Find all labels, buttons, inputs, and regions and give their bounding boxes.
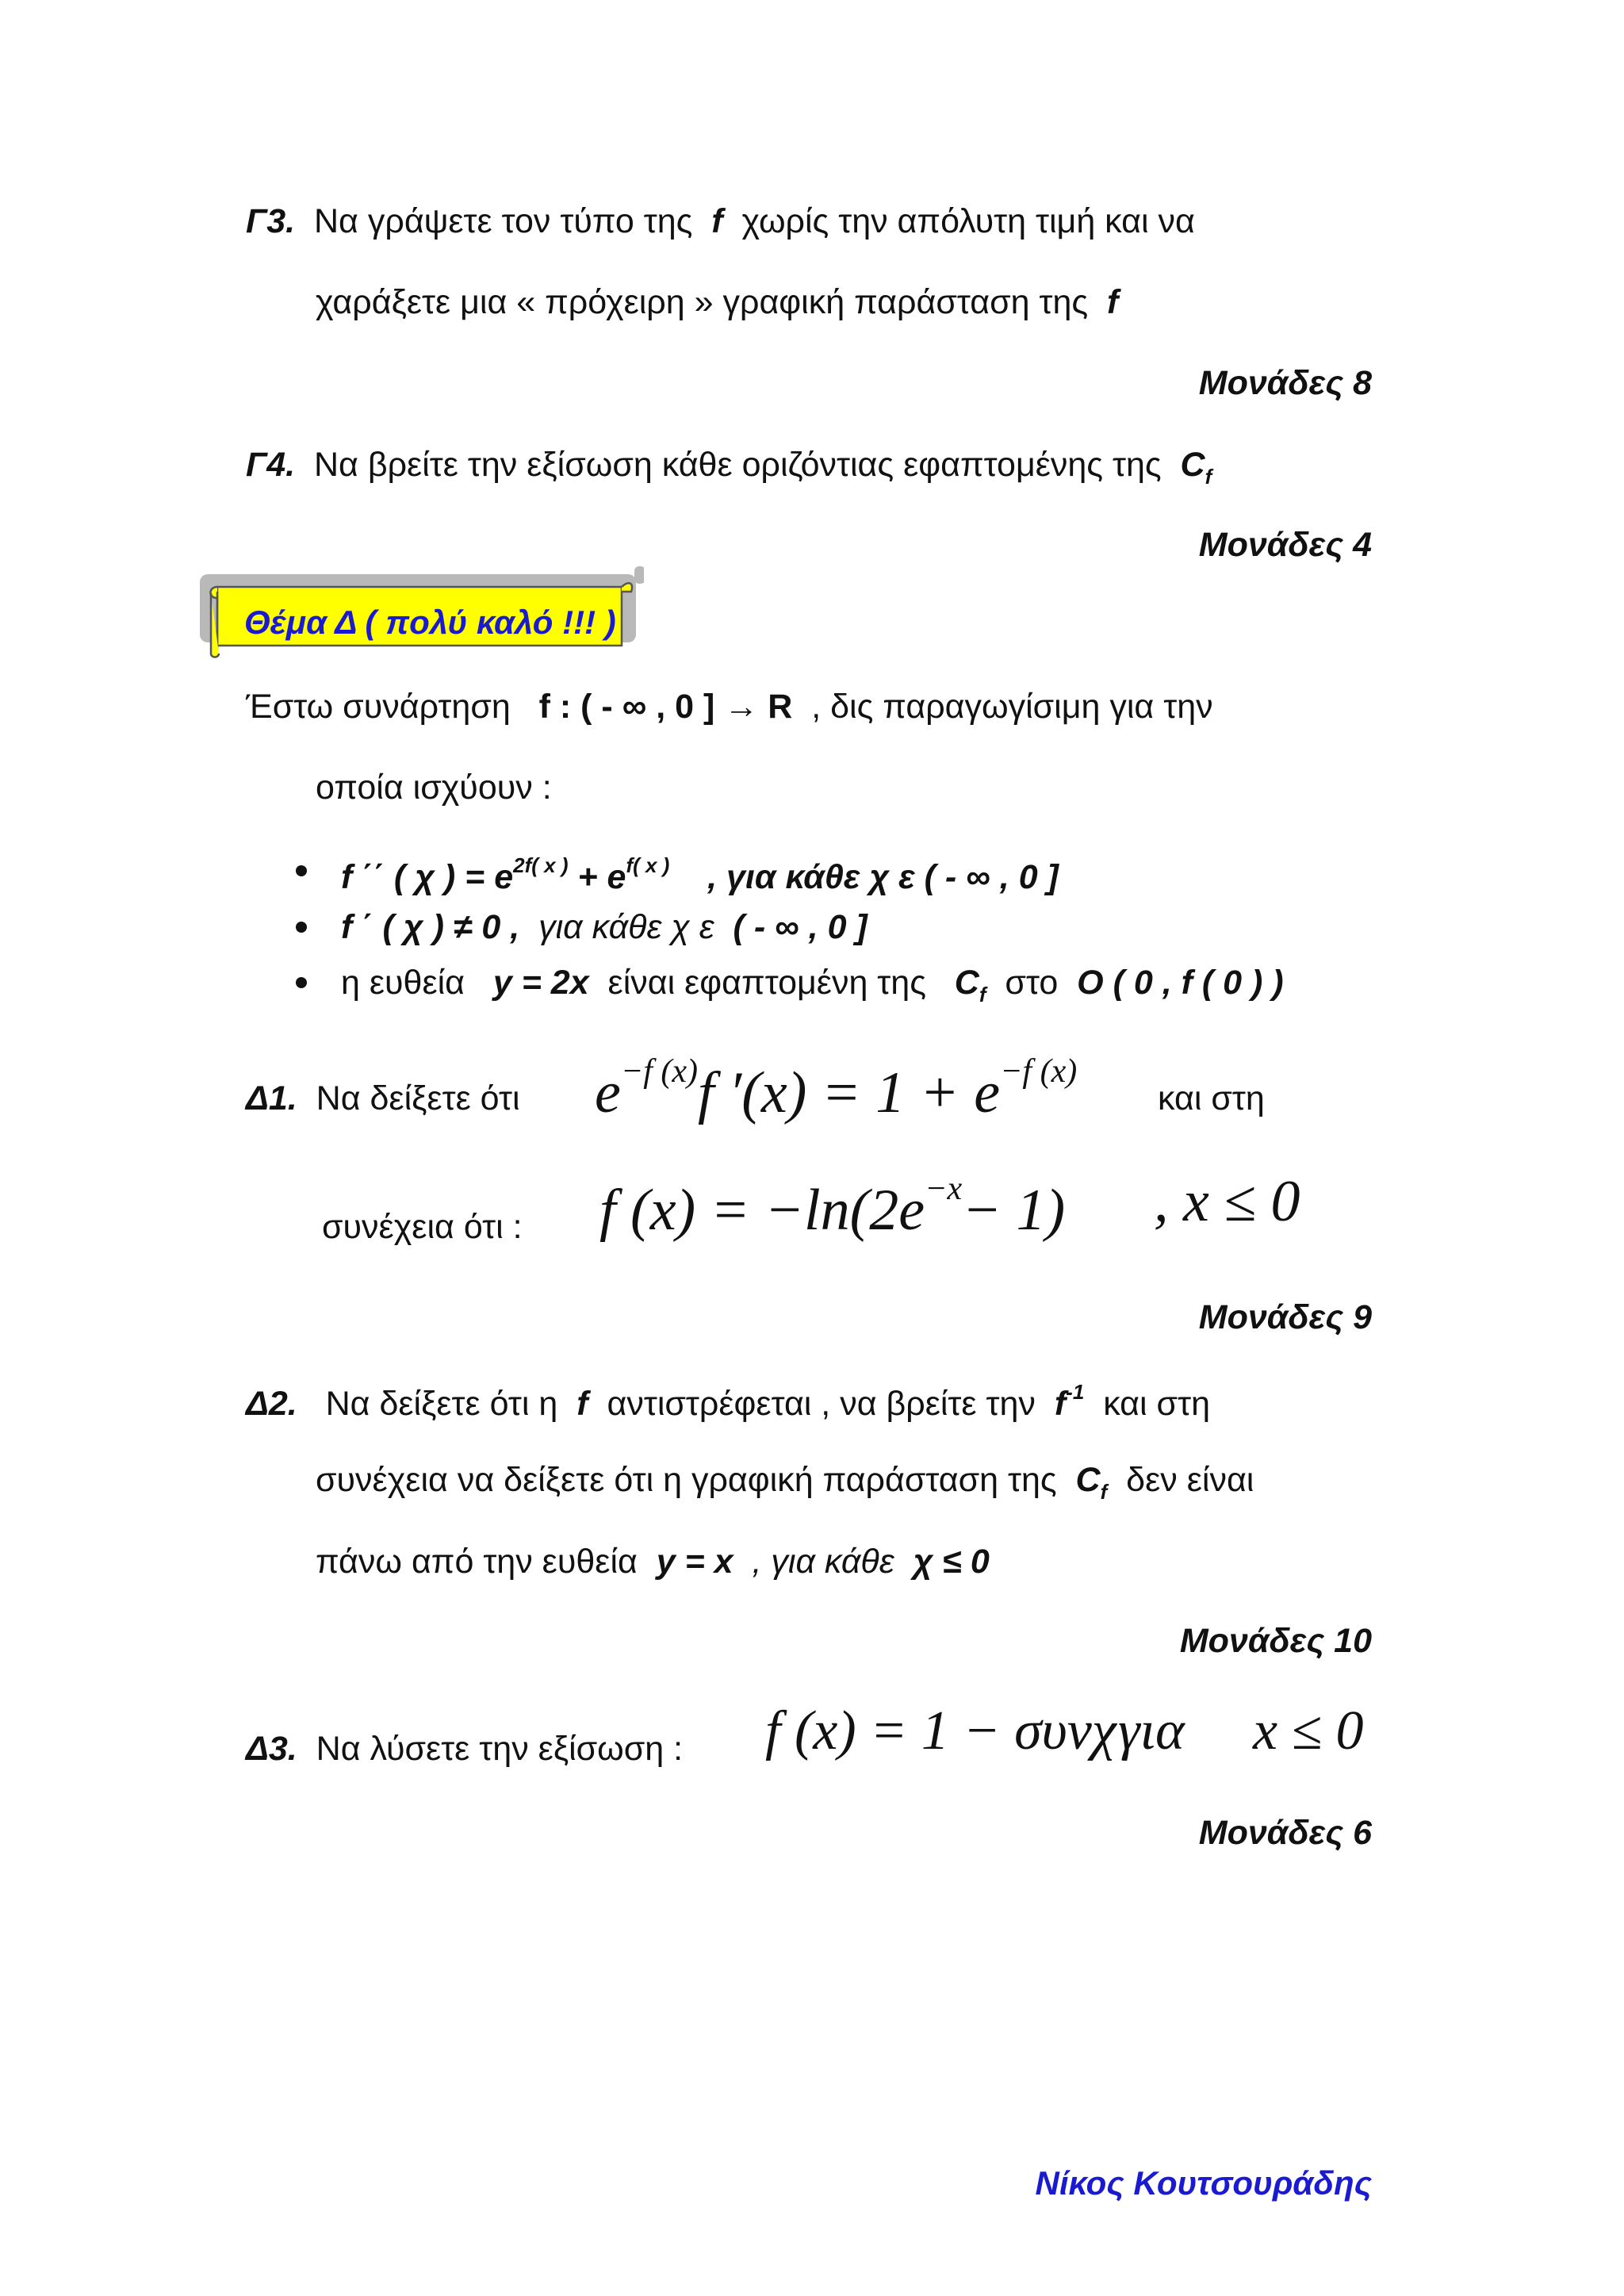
g3-f2: f xyxy=(1107,283,1119,321)
banner-text: Θέμα Δ ( πολύ καλό !!! ) xyxy=(244,604,616,641)
d2-l1a: Να δείξετε ότι η xyxy=(325,1385,558,1423)
g3-label: Γ3. xyxy=(246,202,296,240)
d2-l3b: y = x xyxy=(656,1543,733,1581)
d2-l1c: και στη xyxy=(1103,1385,1210,1423)
d1-condition: , x ≤ 0 xyxy=(1154,1169,1300,1234)
intro-line1 xyxy=(246,690,1213,724)
d2-l3d: χ ≤ 0 xyxy=(913,1543,990,1581)
d3-condition: x ≤ 0 xyxy=(1253,1700,1364,1761)
d2-l3c: , για κάθε xyxy=(752,1543,894,1581)
d1-equation-1: $e^{-f (x)}f$ $'(x) = 1 + e^{-f (x)}$ xyxy=(595,1053,1078,1125)
g4-points: Μονάδες 4 xyxy=(1198,526,1372,564)
g3-line1 xyxy=(246,202,1195,240)
d1-line1 xyxy=(246,1079,520,1117)
banner-right-curl xyxy=(622,583,632,592)
d3-text: Να λύσετε την εξίσωση : xyxy=(316,1730,684,1768)
g4-label: Γ4. xyxy=(246,446,296,484)
g4-line xyxy=(246,448,1212,487)
bullet-dot xyxy=(296,865,307,876)
g4-text: Να βρείτε την εξίσωση κάθε οριζόντιας εφαπτομένης της xyxy=(314,446,1162,484)
intro-domain: f : ( - ∞ , 0 ] → R xyxy=(538,688,793,726)
b2-c: ( - ∞ , 0 ] xyxy=(733,908,868,946)
d1-text2: και στη xyxy=(1158,1079,1265,1117)
d2-l3a: πάνω από την ευθεία xyxy=(316,1543,638,1581)
d2-line2 xyxy=(316,1463,1254,1502)
d1-points: Μονάδες 9 xyxy=(1198,1298,1372,1336)
d1-text3: συνέχεια ότι : xyxy=(322,1208,523,1246)
d2-line3 xyxy=(316,1545,990,1579)
footer-author: Νίκος Κουτσουράδης xyxy=(1035,2164,1372,2202)
d2-l2b: δεν είναι xyxy=(1126,1461,1254,1499)
d1-equation-2: f $(x) = -\ln(2e^{-x}- 1)$ xyxy=(599,1171,1066,1243)
banner-shadow-tab xyxy=(634,566,644,584)
d2-l2a: συνέχεια να δείξετε ότι η γραφική παράσταση της xyxy=(316,1461,1057,1499)
bullet-dot xyxy=(296,977,307,988)
g3-text1b: χωρίς την απόλυτη τιμή και να xyxy=(741,202,1195,240)
d3-equation: f (x) = 1 − συνχ xyxy=(765,1700,1116,1761)
bullet-3 xyxy=(341,966,1284,1005)
g3-line2 xyxy=(316,283,1119,321)
d3-label: Δ3. xyxy=(246,1730,297,1768)
intro-text1a: Έστω συνάρτηση xyxy=(246,688,511,726)
g4-cf: $C_f$ xyxy=(1180,446,1212,489)
b1-b: + e xyxy=(577,858,626,896)
d2-cf: $C_f$ xyxy=(1075,1461,1108,1504)
d1-text1: Να δείξετε ότι xyxy=(316,1079,520,1117)
d3-line xyxy=(246,1732,683,1766)
d2-points: Μονάδες 10 xyxy=(1179,1622,1372,1660)
b1-sup1: 2f( x ) xyxy=(513,853,569,877)
d2-line1 xyxy=(246,1382,1210,1421)
d2-label: Δ2. xyxy=(246,1385,297,1423)
intro-line2: οποία ισχύουν : xyxy=(316,769,552,807)
b2-a: f ΄ ( χ ) ≠ 0 , xyxy=(341,908,520,946)
intro-text1b: , δις παραγωγίσιμη για την xyxy=(811,688,1213,726)
d1-label: Δ1. xyxy=(246,1079,297,1117)
d2-l1b: αντιστρέφεται , να βρείτε την xyxy=(607,1385,1036,1423)
b3-c: είναι εφαπτομένη της xyxy=(607,964,926,1002)
b1-c: , για κάθε χ ε ( - ∞ , 0 ] xyxy=(707,858,1059,896)
d2-finv: $f^{-1}$ xyxy=(1054,1380,1085,1423)
b3-e: O ( 0 , f ( 0 ) ) xyxy=(1077,964,1284,1002)
g3-f1: f xyxy=(711,202,723,240)
theme-banner xyxy=(200,565,644,658)
b3-d: στο xyxy=(1005,964,1059,1002)
d3-points: Μονάδες 6 xyxy=(1198,1814,1372,1852)
b2-b: για κάθε χ ε xyxy=(538,908,714,946)
b1-sup2: f( x ) xyxy=(626,853,670,877)
d2-f: f xyxy=(576,1385,588,1423)
bullet-dot xyxy=(296,922,307,933)
g3-text2: χαράξετε μια « πρόχειρη » γραφική παράσταση της xyxy=(316,283,1089,321)
b3-cf: $C_f$ xyxy=(954,964,986,1006)
b3-a: η ευθεία xyxy=(341,964,465,1002)
d3-gia: για xyxy=(1118,1700,1185,1761)
g3-points: Μονάδες 8 xyxy=(1198,364,1372,402)
bullet-1 xyxy=(341,855,1059,895)
g3-text1: Να γράψετε τον τύπο της xyxy=(314,202,693,240)
bullet-2 xyxy=(341,910,868,945)
b3-b: y = 2x xyxy=(492,964,589,1002)
b1-a: f ΄΄ ( χ ) = e xyxy=(341,858,514,896)
